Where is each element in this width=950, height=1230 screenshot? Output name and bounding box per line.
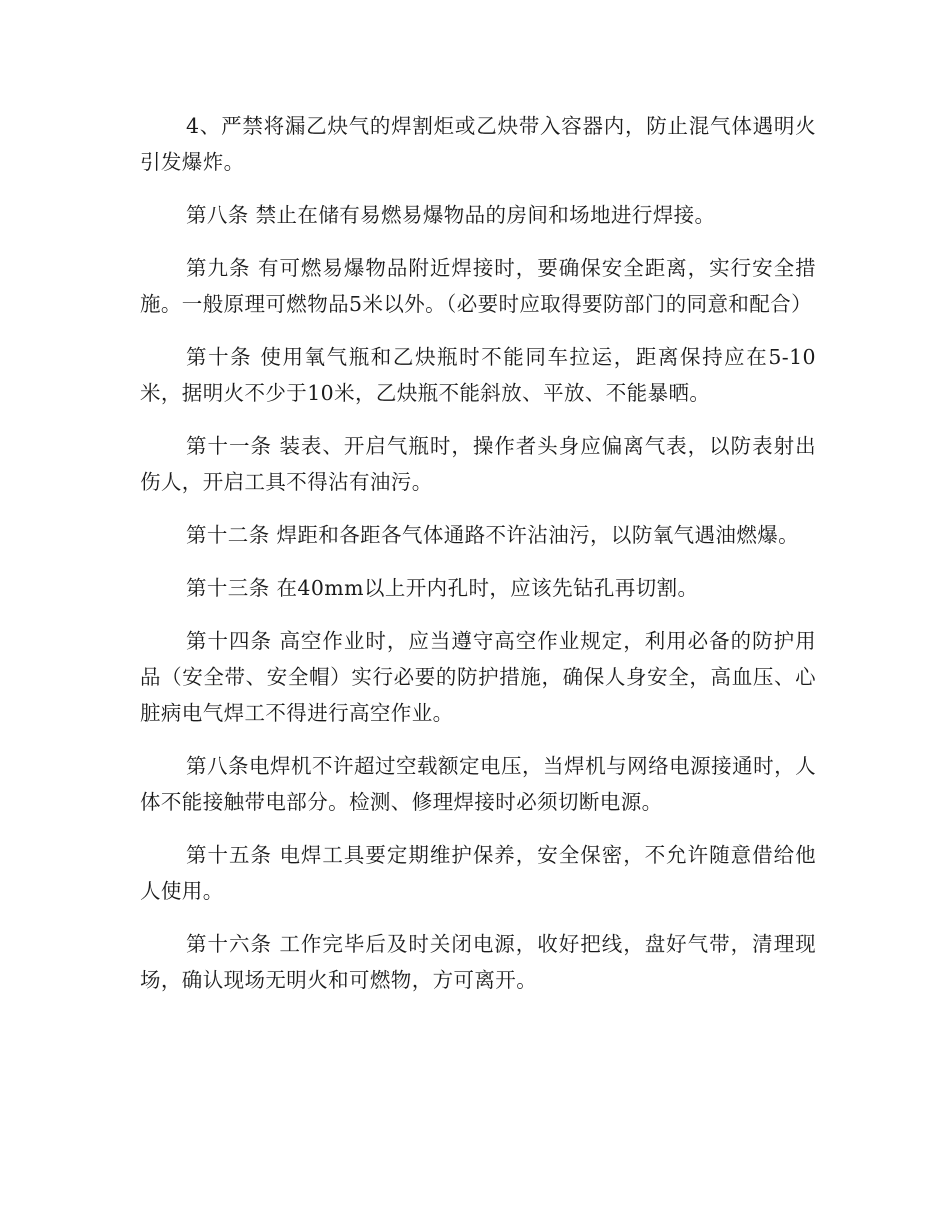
paragraph-rule-4: 4、严禁将漏乙炔气的焊割炬或乙炔带入容器内，防止混气体遇明火引发爆炸。: [140, 114, 816, 174]
paragraph-article-12: 第十二条 焊距和各距各气体通路不许沾油污，以防氧气遇油燃爆。: [186, 523, 800, 547]
paragraph-article-14: 第十四条 高空作业时，应当遵守高空作业规定，利用必备的防护用品（安全带、安全帽）实行必要的防护措施，确保人身安全，高血压、心脏病电气焊工不得进行高空作业。: [140, 629, 816, 725]
paragraph-article-8-welder: 第八条电焊机不许超过空载额定电压，当焊机与网络电源接通时，人体不能接触带电部分。检测、修理焊接时必须切断电源。: [140, 754, 816, 814]
paragraph-article-10: 第十条 使用氧气瓶和乙炔瓶时不能同车拉运，距离保持应在5-10米，据明火不少于10米，乙炔瓶不能斜放、平放、不能暴晒。: [140, 345, 816, 405]
paragraph-article-16: 第十六条 工作完毕后及时关闭电源，收好把线，盘好气带，清理现场，确认现场无明火和可燃物，方可离开。: [140, 932, 816, 992]
document-body: [140, 108, 816, 1015]
paragraph-article-9: 第九条 有可燃易爆物品附近焊接时，要确保安全距离，实行安全措施。一般原理可燃物品5米以外。（必要时应取得要防部门的同意和配合）: [140, 256, 816, 316]
paragraph-article-13: 第十三条 在40mm以上开内孔时，应该先钻孔再切割。: [186, 576, 699, 600]
paragraph-article-15: 第十五条 电焊工具要定期维护保养，安全保密，不允许随意借给他人使用。: [140, 843, 816, 903]
paragraph-article-11: 第十一条 装表、开启气瓶时，操作者头身应偏离气表，以防表射出伤人，开启工具不得沾有油污。: [140, 434, 816, 494]
paragraph-article-8: 第八条 禁止在储有易燃易爆物品的房间和场地进行焊接。: [186, 203, 716, 227]
